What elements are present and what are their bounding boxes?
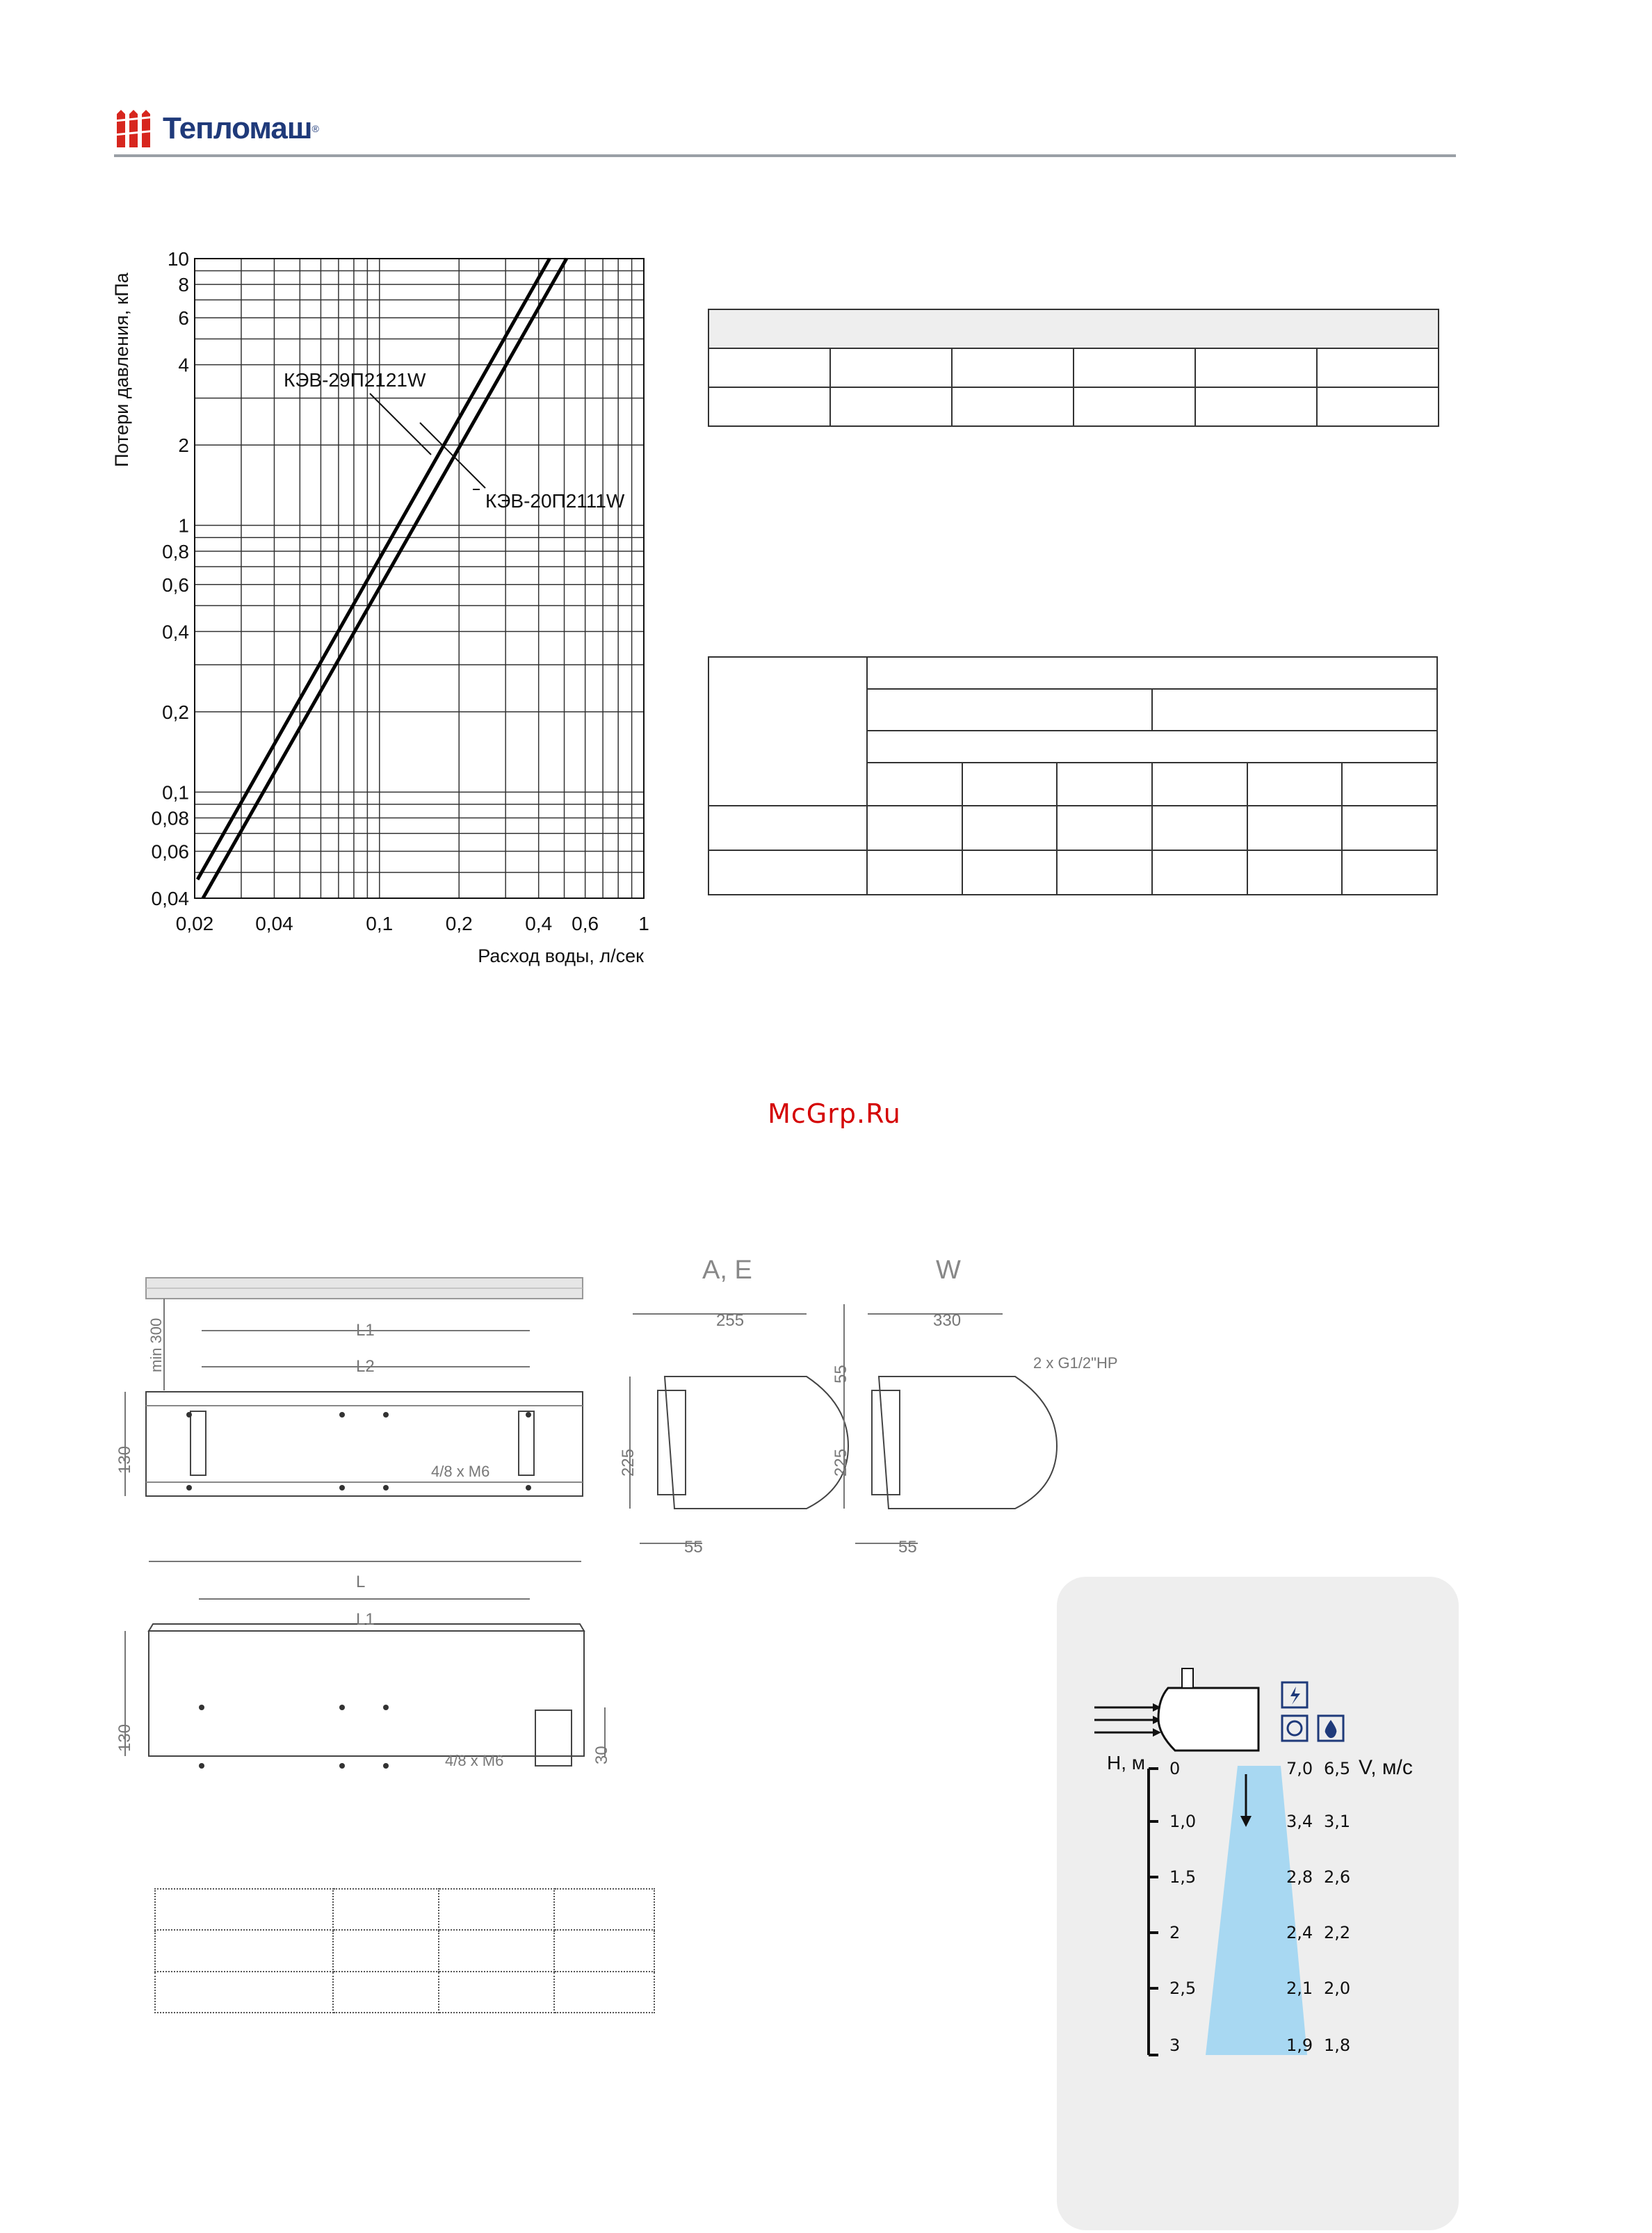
velocity-value-2: 2,2 (1324, 1923, 1351, 1942)
dimension-drawings (104, 1237, 1133, 1863)
series-line-2 (203, 259, 567, 898)
height-value: 1,5 (1169, 1867, 1197, 1887)
view-label-w: W (936, 1256, 961, 1285)
curtain-unit-icon (1158, 1688, 1258, 1751)
x-tick-label: 0,04 (255, 913, 293, 934)
y-tick-label: 2 (178, 435, 189, 457)
velocity-value-1: 2,4 (1286, 1923, 1313, 1942)
x-tick-label: 1 (638, 913, 649, 934)
y-tick-label: 0,4 (162, 621, 189, 643)
electrical-box (535, 1710, 572, 1766)
y-tick-label: 10 (167, 250, 189, 270)
header-divider (114, 154, 1456, 157)
x-tick-label: 0,2 (445, 913, 473, 934)
dim-label-30: 30 (592, 1746, 611, 1764)
airflow-diagram (1057, 1577, 1459, 2230)
height-value: 2 (1169, 1923, 1181, 1942)
velocity-label: V, м/с (1359, 1756, 1413, 1779)
series-line-1 (197, 259, 549, 879)
spec-table-1-header (708, 309, 1439, 348)
height-value: 0 (1169, 1759, 1181, 1778)
plot-frame (195, 259, 644, 898)
spec-table-2 (708, 656, 1438, 895)
bracket-right (519, 1411, 534, 1475)
height-label: H, м (1107, 1752, 1146, 1773)
velocity-value-1: 2,8 (1286, 1867, 1313, 1887)
bracket-left (191, 1411, 206, 1475)
y-tick-label: 0,04 (151, 888, 189, 909)
dim-label-225-ae: 225 (619, 1448, 638, 1477)
y-tick-label: 4 (178, 354, 189, 376)
dim-label-330: 330 (933, 1311, 962, 1330)
spec-table-1 (708, 309, 1439, 427)
y-tick-label: 0,1 (162, 781, 189, 804)
side-view-ae (665, 1377, 848, 1509)
y-tick-label: 0,06 (151, 841, 189, 863)
watermark: McGrp.Ru (768, 1098, 901, 1129)
velocity-value-2: 6,5 (1324, 1759, 1351, 1778)
dim-label-130-bottom: 130 (115, 1723, 134, 1752)
y-tick-label: 0,8 (162, 540, 189, 562)
inflow-arrows (1094, 1707, 1154, 1732)
dim-label-m6-top: 4/8 x M6 (431, 1463, 490, 1480)
y-tick-label: 0,2 (162, 701, 189, 723)
dim-label-min300: min 300 (147, 1317, 165, 1372)
fan-icon (1282, 1716, 1307, 1741)
y-tick-label: 0,08 (151, 807, 189, 829)
side-view-w (879, 1377, 1057, 1509)
dim-label-55-ae: 55 (684, 1538, 703, 1557)
velocity-value-1: 2,1 (1286, 1979, 1313, 1998)
height-value: 3 (1169, 2036, 1181, 2055)
chart-series (197, 259, 567, 898)
velocity-value-1: 1,9 (1286, 2036, 1313, 2055)
brand-logo (114, 104, 319, 153)
dim-label-130-top: 130 (115, 1445, 134, 1474)
chart-grid (195, 259, 644, 898)
dim-label-225-w: 225 (832, 1448, 850, 1477)
height-value: 1,0 (1169, 1812, 1197, 1831)
dim-label-255: 255 (716, 1311, 745, 1330)
x-tick-label: 0,02 (175, 913, 214, 934)
x-tick-label: 0,6 (572, 913, 599, 934)
brand-mark-icon (114, 107, 156, 150)
bottom-view-body (149, 1631, 584, 1756)
dim-label-l1-bottom: L1 (356, 1610, 375, 1629)
dim-label-55-w-top: 55 (832, 1365, 850, 1383)
brand-name: Тепломаш (163, 111, 312, 145)
series-label-1: КЭВ-29П2121W (284, 369, 426, 391)
dim-label-l: L (356, 1573, 366, 1591)
velocity-value-1: 7,0 (1286, 1759, 1313, 1778)
y-axis-label: Потери давления, кПа (111, 273, 132, 467)
height-value: 2,5 (1169, 1979, 1197, 1998)
velocity-value-2: 1,8 (1324, 2036, 1351, 2055)
velocity-value-2: 2,6 (1324, 1867, 1351, 1887)
y-tick-label: 8 (178, 274, 189, 296)
series-label-2: КЭВ-20П2111W (485, 490, 625, 512)
dim-label-55-w: 55 (898, 1538, 917, 1557)
chart-labels (111, 250, 649, 966)
brand-reg: ® (311, 123, 319, 134)
dim-label-g12: 2 x G1/2"HP (1033, 1354, 1118, 1372)
front-view-body (146, 1392, 583, 1496)
y-tick-label: 0,6 (162, 574, 189, 596)
air-cone (1206, 1766, 1307, 2055)
dim-label-l1: L1 (356, 1321, 375, 1340)
velocity-value-1: 3,4 (1286, 1812, 1313, 1831)
y-tick-label: 6 (178, 307, 189, 330)
pressure-loss-chart (104, 250, 674, 980)
dimension-table (154, 1888, 655, 2013)
velocity-value-2: 3,1 (1324, 1812, 1351, 1831)
dim-label-l2: L2 (356, 1357, 375, 1376)
x-axis-label: Расход воды, л/сек (478, 945, 644, 966)
velocity-value-2: 2,0 (1324, 1979, 1351, 1998)
x-tick-label: 0,1 (366, 913, 394, 934)
view-label-ae: A, E (702, 1256, 752, 1285)
x-tick-label: 0,4 (525, 913, 553, 934)
y-tick-label: 1 (178, 514, 189, 537)
dim-label-m6-bottom: 4/8 x M6 (445, 1752, 504, 1769)
